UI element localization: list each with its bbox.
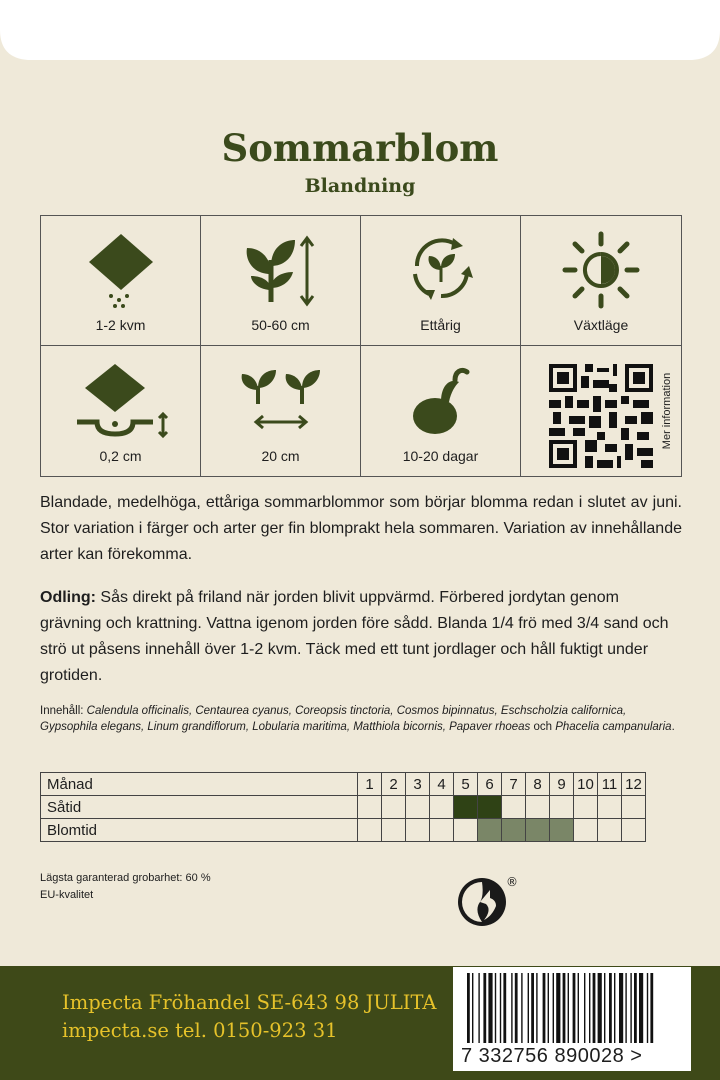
contents-list: Innehåll: Calendula officinalis, Centaurea cyanus, Coreopsis tinctoria, Cosmos bipinnatus, Eschscholzia californica, Gypsophila elegans, Linum grandiflorum, Lobularia maritima, Matthiola bicornis, Papaver rhoeas och Phacelia campanularia.	[40, 705, 675, 733]
calendar-header: Månad	[41, 773, 358, 796]
growing-calendar	[40, 772, 646, 842]
info-cell-sun	[521, 216, 681, 346]
calendar-month-cell	[478, 819, 502, 842]
qr-code-icon[interactable]	[545, 360, 657, 472]
barcode	[453, 967, 691, 1071]
month-cell: 8	[526, 773, 550, 796]
calendar-month-cell	[454, 819, 478, 842]
month-cell: 2	[382, 773, 406, 796]
info-cell-annual	[361, 216, 521, 346]
calendar-month-cell	[406, 819, 430, 842]
calendar-month-cell	[358, 796, 382, 819]
month-cell: 7	[502, 773, 526, 796]
info-label: 1-2 kvm	[95, 317, 146, 333]
month-cell: 10	[574, 773, 598, 796]
plant-spacing-icon	[236, 360, 326, 440]
calendar-month-cell	[430, 796, 454, 819]
sun-icon	[561, 230, 641, 310]
plant-height-icon	[241, 230, 321, 310]
calendar-month-cell	[454, 796, 478, 819]
germination-seedling-icon	[401, 360, 481, 440]
product-title: Sommarblom	[221, 126, 499, 170]
calendar-month-cell	[478, 796, 502, 819]
month-cell: 3	[406, 773, 430, 796]
info-cell-qr	[521, 346, 681, 476]
calendar-month-cell	[406, 796, 430, 819]
month-cell: 11	[598, 773, 622, 796]
calendar-month-cell	[382, 796, 406, 819]
calendar-month-cell	[382, 819, 406, 842]
calendar-month-cell	[526, 819, 550, 842]
month-cell: 5	[454, 773, 478, 796]
info-cell-depth	[41, 346, 201, 476]
seed-packet-area-icon	[81, 230, 161, 310]
info-label: Växtläge	[573, 317, 629, 333]
barcode-digits: 7 332756 890028 >	[461, 1045, 643, 1067]
qr-label: Mer information	[661, 372, 673, 450]
calendar-month-cell	[358, 819, 382, 842]
calendar-row-bloom	[41, 819, 646, 842]
calendar-row-label: Blomtid	[41, 819, 358, 842]
eu-quality: EU-kvalitet	[40, 889, 94, 901]
info-label: 0,2 cm	[99, 448, 142, 464]
info-cell-spacing	[201, 346, 361, 476]
info-label: 10-20 dagar	[402, 448, 479, 464]
info-label: Ettårig	[420, 317, 461, 333]
product-subtitle: Blandning	[304, 175, 416, 197]
germination-info	[40, 870, 211, 904]
calendar-month-cell	[574, 819, 598, 842]
month-cell: 12	[622, 773, 646, 796]
info-grid	[40, 215, 682, 477]
barcode-bars	[453, 967, 691, 1047]
calendar-row-sowing	[41, 796, 646, 819]
calendar-month-cell	[502, 796, 526, 819]
germination-rate: Lägsta garanterad grobarhet: 60 %	[40, 872, 211, 884]
info-cell-area	[41, 216, 201, 346]
info-label: 50-60 cm	[251, 317, 310, 333]
info-label: 20 cm	[261, 448, 300, 464]
contents-label: Innehåll:	[40, 705, 84, 717]
calendar-header-row	[41, 773, 646, 796]
contents-species: Calendula officinalis, Centaurea cyanus, Coreopsis tinctoria, Cosmos bipinnatus, Eschscholzia californica, Gypsophila elegans, Linum grandiflorum, Lobularia maritima, Matthiola bicornis, Papaver rhoeas	[40, 705, 627, 733]
product-description: Blandade, medelhöga, ettåriga sommarblommor som börjar blomma redan i slutet av juni. Stor variation i färger och arter ger fin blomprakt hela sommaren. Variation av innehållande arter kan förekomma.	[40, 494, 682, 563]
month-cell: 6	[478, 773, 502, 796]
calendar-month-cell	[622, 819, 646, 842]
calendar-month-cell	[550, 819, 574, 842]
cultivation-instructions	[40, 585, 682, 689]
calendar-month-cell	[526, 796, 550, 819]
company-address-line: Impecta Fröhandel SE-643 98 JULITA	[62, 991, 437, 1014]
month-cell: 4	[430, 773, 454, 796]
calendar-row-label: Såtid	[41, 796, 358, 819]
calendar-month-cell	[622, 796, 646, 819]
info-cell-height	[201, 216, 361, 346]
calendar-month-cell	[598, 819, 622, 842]
annual-cycle-icon	[401, 230, 481, 310]
calendar-month-cell	[550, 796, 574, 819]
info-cell-germination	[361, 346, 521, 476]
month-cell: 9	[550, 773, 574, 796]
cultivation-heading: Odling:	[40, 589, 96, 606]
company-web-phone: impecta.se tel. 0150-923 31	[62, 1019, 338, 1042]
calendar-month-cell	[430, 819, 454, 842]
calendar-month-cell	[598, 796, 622, 819]
svg-text:®: ®	[506, 875, 518, 889]
calendar-month-cell	[574, 796, 598, 819]
company-address	[62, 989, 437, 1045]
sowing-depth-icon	[71, 360, 171, 440]
calendar-month-cell	[502, 819, 526, 842]
hang-hole	[0, 0, 720, 82]
month-cell: 1	[358, 773, 382, 796]
cultivation-text: Sås direkt på friland när jorden blivit uppvärmd. Förbered jordytan genom grävning och krattning. Vattna igenom jorden före sådd. Blanda 1/4 frö med 3/4 sand och strö ut påsens innehåll över 1-2 kvm. Täck med ett tunt jordlager och håll fuktigt under grotiden.	[40, 589, 669, 684]
green-dot-recycling-icon	[456, 872, 522, 932]
